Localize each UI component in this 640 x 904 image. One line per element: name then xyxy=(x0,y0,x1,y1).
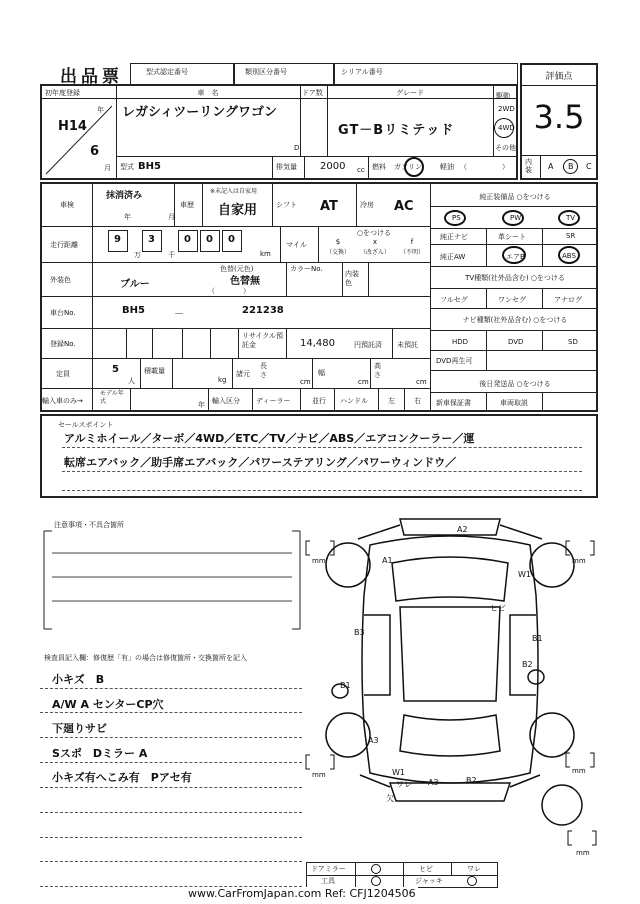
diag-label-a2: A2 xyxy=(457,525,468,534)
note-line-2: A/W A センターCP穴 xyxy=(52,698,164,711)
mm-label-spare: mm xyxy=(576,849,590,857)
vehicle-name: レガシィツーリングワゴン xyxy=(122,105,277,120)
note-line-5: 小キズ有へこみ有 Pアセ有 xyxy=(52,771,192,784)
mileage-digit-4: 0 xyxy=(206,234,213,245)
mm-label-rr: mm xyxy=(572,767,586,775)
sales-line-2: 転席エアバック／助手席エアバック／パワーステアリング／パワーウィンドウ／ xyxy=(64,456,457,469)
usage-value: 自家用 xyxy=(218,203,258,218)
score-box: 評価点 3.5 内装 A B C xyxy=(520,63,598,180)
sales-point-box: セールスポイント アルミホイール／ターボ／4WD／ETC／TV／ナビ／ABS／エアコンクーラー／運 転席エアバック／助手席エアバック／パワーステアリング／パワーウィンドウ／ xyxy=(40,414,598,498)
category-box: 類別区分番号 xyxy=(234,63,334,85)
chassis-dash: － xyxy=(174,309,184,320)
airbag-circle xyxy=(502,246,526,264)
shaken-value: 抹消済み xyxy=(106,191,143,201)
notes-label: 注意事項・不具合箇所 xyxy=(54,521,124,529)
model-value: BH5 xyxy=(138,161,161,172)
grade-value: GT－Bリミテッド xyxy=(338,123,455,138)
tool-circle xyxy=(371,876,381,886)
inspection-grid: 車検 抹消済み 年 月 車歴 ※未記入は自家用 自家用 シフト AT 冷房 AC 走行距離 9 万 3 千 0 0 0 km マイル ○をつける $ （交換） x （改ざん） f （不明） 外装色 ブルー 色替(元色) 色替無 （ ） カラーNo. 内装色 車台No. BH5 － 221238 登録No. リサイクル預託金 14,480 円預託済 未預託 定員 5 人 積載量 kg 諸元 長さ cm 幅 cm 高さ cm 輸入車のみ→ モデル年式 年 輸入区分 ディーラー 並行 ハンドル 左 右 純正装備品 ○をつける PS PW TV 純正ナビ 革シート SR 純正AW エアB ABS TV種類(社外品含む) ○をつける フルセグ ワンセグ アナログ ナビ種類(社外品含む) ○をつける HDD DVD SD DVD再生可 後日発送品 ○をつける 新車保証書 車両取説 xyxy=(40,182,598,412)
pw-circle xyxy=(502,210,524,226)
diag-label-hibi: ヒビ xyxy=(490,604,506,613)
note-line-3: 下廻りサビ xyxy=(52,722,107,735)
drive-4wd-circle xyxy=(494,118,514,138)
diag-label-a3-side: A3 xyxy=(368,736,379,745)
score-label: 評価点 xyxy=(545,72,573,82)
notes-bracket xyxy=(38,525,308,635)
diag-label-ketsu: 欠 xyxy=(386,794,394,803)
car-damage-diagram xyxy=(300,505,600,860)
reg-month: 6 xyxy=(90,144,100,159)
diag-label-w1-rear: W1 xyxy=(392,768,405,777)
fuel-paren: （ ） xyxy=(460,163,509,171)
score-value: 3.5 xyxy=(533,98,585,136)
mirror-circle xyxy=(371,864,381,874)
form-title: 出品票 xyxy=(60,67,123,87)
recycle-value: 14,480 xyxy=(300,338,335,349)
jack-circle xyxy=(467,876,477,886)
diag-label-ware: ワレ xyxy=(396,780,412,789)
chassis-number: 221238 xyxy=(242,305,284,316)
note-line-1: 小キズ B xyxy=(52,673,105,686)
shift-value: AT xyxy=(320,199,338,214)
mm-label-fr: mm xyxy=(572,557,586,565)
diag-label-b2-right: B2 xyxy=(522,660,533,669)
diag-label-b1-left: B1 xyxy=(340,681,351,690)
mileage-digit-2: 3 xyxy=(148,234,155,245)
ac-value: AC xyxy=(394,199,414,214)
diag-label-b2-rear: B2 xyxy=(466,776,477,785)
diag-label-b1-right: B1 xyxy=(532,634,543,643)
color-change-value: 色替無 xyxy=(230,276,260,287)
capacity-value: 5 xyxy=(112,364,119,375)
sales-line-1: アルミホイール／ターボ／4WD／ETC／TV／ナビ／ABS／エアコンクーラー／運 xyxy=(64,432,475,445)
ps-circle xyxy=(444,210,466,226)
legend-table: ドアミラー ヒビ ワレ 工具 ジャッキ xyxy=(306,862,498,888)
mm-label-rl: mm xyxy=(312,771,326,779)
mm-label-fl: mm xyxy=(312,557,326,565)
displacement-value: 2000 xyxy=(320,161,346,172)
serial-box: シリアル番号 xyxy=(334,63,518,85)
footer-watermark: www.CarFromJapan.com Ref: CFJ1204506 xyxy=(188,887,416,900)
color-value: ブルー xyxy=(120,279,150,290)
note-line-4: Sスポ Dミラー A xyxy=(52,747,148,760)
diag-label-a1: A1 xyxy=(382,556,393,565)
diag-label-w1-front: W1 xyxy=(518,570,531,579)
abs-circle xyxy=(558,246,580,264)
diag-label-a3-rear: A3 xyxy=(428,778,439,787)
vehicle-block: 初年度登録 年 H14 6 月 車 名 レガシィツーリングワゴン ドア数 D グレード GT－Bリミテッド 駆動 2WD 4WD その他 型式 BH5 排気量 2000 cc 燃料 ガソリン 軽油 （ ） xyxy=(40,84,518,180)
reg-year: H14 xyxy=(58,119,87,134)
mileage-digit-1: 9 xyxy=(114,234,121,245)
mileage-digit-5: 0 xyxy=(228,234,235,245)
chassis-prefix: BH5 xyxy=(122,305,145,316)
mileage-digit-3: 0 xyxy=(184,234,191,245)
interior-b-circle xyxy=(563,159,578,174)
inspector-label: 検査員記入欄：修復歴「有」の場合は修復箇所・交換箇所を記入 xyxy=(44,654,247,662)
fuel-gas-circle xyxy=(404,157,424,177)
tv-circle xyxy=(558,210,580,226)
model-cert-box: 型式認定番号 xyxy=(130,63,234,85)
diag-label-b3: B3 xyxy=(354,628,365,637)
